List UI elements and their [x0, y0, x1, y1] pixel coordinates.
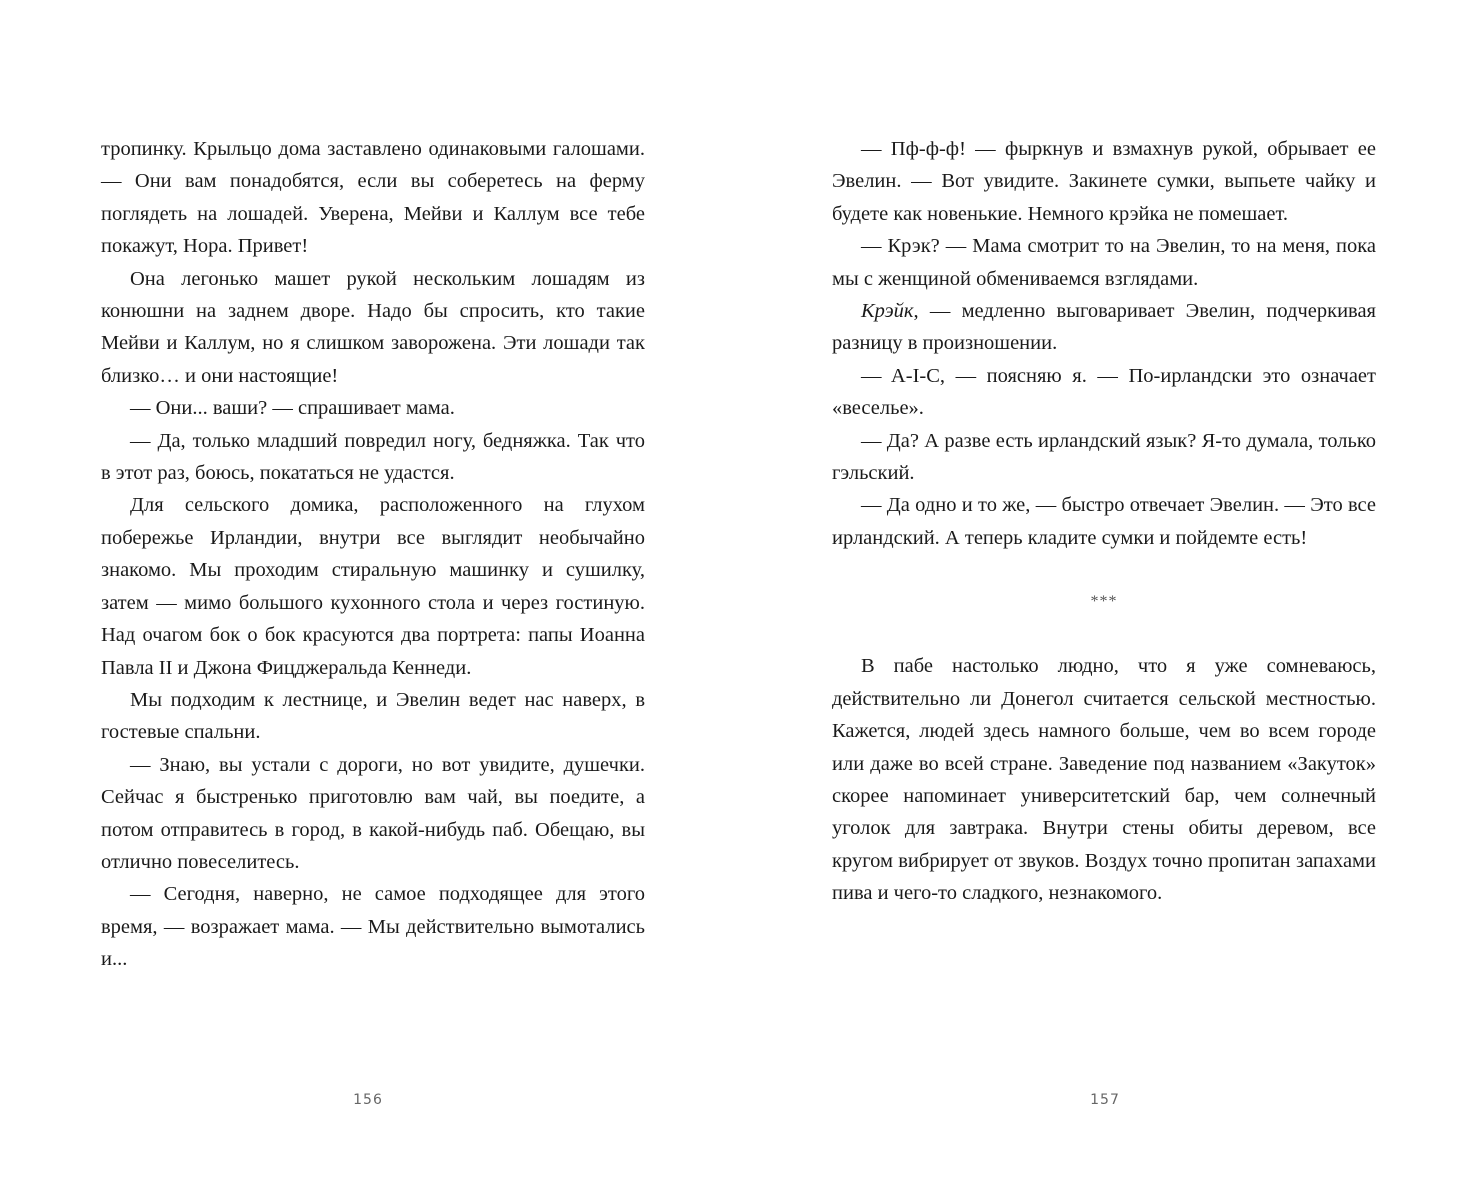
paragraph: Для сельского домика, расположенного на глухом побережье Ирландии, внутри все выглядит необычайно знакомо. Мы проходим стиральную машинку и сушилку, затем — мимо большого кухонного стола и через гостиную. Над очагом бок о бок красуются два портрета: папы Иоанна Павла II и Джона Фицджеральда Кеннеди.: [101, 494, 645, 679]
paragraph: тропинку. Крыльцо дома заставлено одинаковыми галошами. — Они вам понадобятся, если вы соберетесь на ферму поглядеть на лошадей. Уверена, Мейви и Каллум все тебе покажут, Нора. Привет!: [101, 138, 645, 258]
paragraph: — Да? А разве есть ирландский язык? Я-то думала, только гэльский.: [832, 429, 1376, 485]
paragraph: — Сегодня, наверно, не самое подходящее для этого время, — возражает мама. — Мы действительно вымотались и...: [101, 883, 645, 971]
right-page: [832, 133, 1376, 910]
paragraph: [832, 295, 1376, 360]
paragraph: — Крэк? — Мама смотрит то на Эвелин, то на меня, пока мы с женщиной обмениваемся взглядами.: [832, 235, 1376, 290]
italic-word: Крэйк: [861, 300, 914, 323]
left-page: [101, 133, 645, 976]
paragraph: — Да одно и то же, — быстро отвечает Эвелин. — Это все ирландский. А теперь кладите сумки и пойдемте есть!: [832, 494, 1376, 549]
paragraph: — A-I-C, — поясняю я. — По-ирландски это означает «веселье».: [832, 364, 1376, 420]
paragraph-text: , — медленно выговаривает Эвелин, подчеркивая разницу в произношении.: [832, 300, 1376, 355]
paragraph: — Да, только младший повредил ногу, бедняжка. Так что в этот раз, боюсь, покататься не удастся.: [101, 429, 645, 485]
paragraph: Она легонько машет рукой нескольким лошадям из конюшни на заднем дворе. Надо бы спросить, кто такие Мейви и Каллум, но я слишком заворожена. Эти лошади так близко… и они настоящие!: [101, 267, 645, 387]
paragraph: — Знаю, вы устали с дороги, но вот увидите, душечки. Сейчас я быстренько приготовлю вам чай, вы поедите, а потом отправитесь в город, в какой-нибудь паб. Обещаю, вы отлично повеселитесь.: [101, 753, 645, 873]
paragraph: — Они... ваши? — спрашивает мама.: [130, 397, 455, 420]
paragraph: — Пф-ф-ф! — фыркнув и взмахнув рукой, обрывает ее Эвелин. — Вот увидите. Закинете сумки, выпьете чайку и будете как новенькие. Немного крэйка не помешает.: [832, 138, 1376, 225]
paragraph: Мы подходим к лестнице, и Эвелин ведет нас наверх, в гостевые спальни.: [101, 688, 645, 744]
paragraph: В пабе настолько людно, что я уже сомневаюсь, действительно ли Донегол считается сельской местностью. Кажется, людей здесь намного больше, чем во всем городе или даже во всей стране. Заведение под названием «Закуток» скорее напоминает университетский бар, чем солнечный уголок для завтрака. Внутри стены обиты деревом, все кругом вибрирует от звуков. Воздух точно пропитан запахами пива и чего-то сладкого, незнакомого.: [832, 655, 1376, 905]
page-number: 156: [353, 1092, 383, 1108]
section-break: ***: [1090, 593, 1118, 611]
page-number: 157: [1090, 1092, 1120, 1108]
